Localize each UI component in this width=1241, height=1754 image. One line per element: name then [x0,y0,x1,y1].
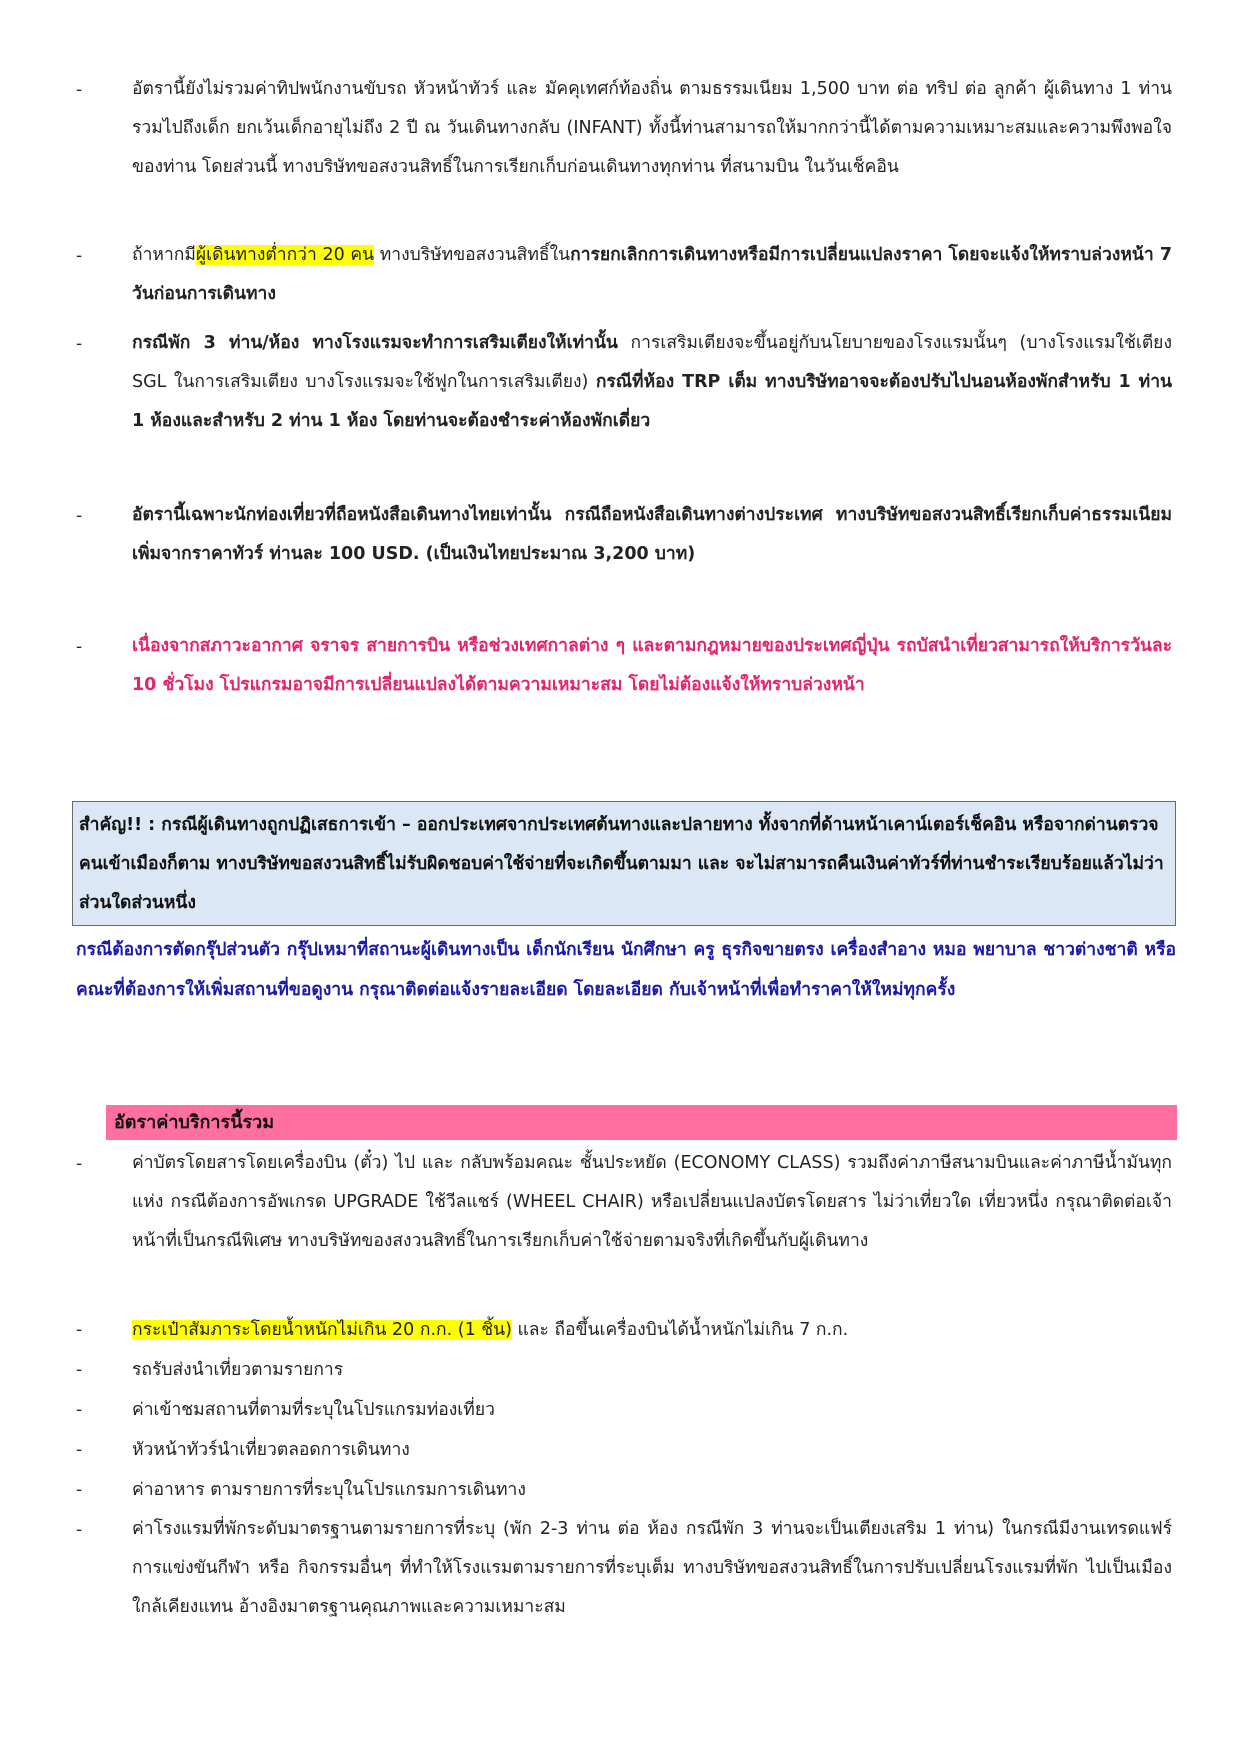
included-section-heading: อัตราค่าบริการนี้รวม [106,1105,1177,1140]
bullet-dash: - [76,1520,83,1540]
highlighted-text: ผู้เดินทางต่ำกว่า 20 คน [195,245,375,265]
min-travelers-note: ถ้าหากมีผู้เดินทางต่ำกว่า 20 คน ทางบริษัทขอสงวนสิทธิ์ในการยกเลิกการเดินทางหรือมีการเปลี่ยนแปลงราคา โดยจะแจ้งให้ทราบล่วงหน้า 7 วันก่อนการเดินทาง [132,245,1172,304]
list-item [76,236,1172,314]
bullet-dash: - [76,1440,83,1460]
bullet-dash: - [76,506,83,526]
bullet-dash: - [76,1154,83,1174]
list-item [76,1510,1172,1627]
meals-item: ค่าอาหาร ตามรายการที่ระบุในโปรแกรมการเดินทาง [132,1480,526,1500]
highlighted-text: กระเป๋าสัมภาระโดยน้ำหนักไม่เกิน 20 ก.ก. (1 ชิ้น) [132,1320,512,1340]
list-item [76,70,1172,187]
tour-leader-item: หัวหน้าทัวร์นำเที่ยวตลอดการเดินทาง [132,1440,410,1460]
bullet-dash: - [76,637,83,657]
bullet-dash: - [76,1400,83,1420]
bullet-dash: - [76,1320,83,1340]
passport-note: อัตรานี้เฉพาะนักท่องเที่ยวที่ถือหนังสือเดินทางไทยเท่านั้น กรณีถือหนังสือเดินทางต่างประเทศ ทางบริษัทขอสงวนสิทธิ์เรียกเก็บค่าธรรมเนียมเพิ่มจากราคาทัวร์ ท่านละ 100 USD. (เป็นเงินไทยประมาณ 3,200 บาท) [132,505,1172,564]
bullet-dash: - [76,80,83,100]
triple-room-note: กรณีพัก 3 ท่าน/ห้อง ทางโรงแรมจะทำการเสริมเตียงให้เท่านั้น การเสริมเตียงจะขึ้นอยู่กับนโยบายของโรงแรมนั้นๆ (บางโรงแรมใช้เตียง SGL ในการเสริมเตียง บางโรงแรมจะใช้ฟูกในการเสริมเตียง) กรณีที่ห้อง TRP เต็ม ทางบริษัทอาจจะต้องปรับไปนอนห้องพักสำหรับ 1 ท่าน 1 ห้องและสำหรับ 2 ท่าน 1 ห้อง โดยท่านจะต้องชำระค่าห้องพักเดี่ยว [132,333,1173,431]
schedule-change-note: เนื่องจากสภาวะอากาศ จราจร สายการบิน หรือช่วงเทศกาลต่าง ๆ และตามกฎหมายของประเทศญี่ปุ่น รถบัสนำเที่ยวสามารถให้บริการวันละ 10 ชั่วโมง โปรแกรมอาจมีการเปลี่ยนแปลงได้ตามความเหมาะสม โดยไม่ต้องแจ้งให้ทราบล่วงหน้า [132,636,1172,695]
tip-note: อัตรานี้ยังไม่รวมค่าทิปพนักงานขับรถ หัวหน้าทัวร์ และ มัคคุเทศก์ท้องถิ่น ตามธรรมเนียม 1,500 บาท ต่อ ทริป ต่อ ลูกค้า ผู้เดินทาง 1 ท่าน รวมไปถึงเด็ก ยกเว้นเด็กอายุไม่ถึง 2 ปี ณ วันเดินทางกลับ (INFANT) ทั้งนี้ท่านสามารถให้มากกว่านี้ได้ตามความเหมาะสมและความพึงพอใจของท่าน โดยส่วนนี้ ทางบริษัทขอสงวนสิทธิ์ในการเรียกเก็บก่อนเดินทางทุกท่าน ที่สนามบิน ในวันเช็คอิน [132,79,1172,177]
list-item [76,1310,1172,1350]
list-item [76,1350,1172,1390]
bullet-dash: - [76,246,83,266]
list-item [76,496,1172,574]
bullet-dash: - [76,1360,83,1380]
bullet-dash: - [76,1480,83,1500]
list-item [76,627,1172,705]
bullet-dash: - [76,334,83,354]
hotel-item: ค่าโรงแรมที่พักระดับมาตรฐานตามรายการที่ระบุ (พัก 2-3 ท่าน ต่อ ห้อง กรณีพัก 3 ท่านจะเป็นเตียงเสริม 1 ท่าน) ในกรณีมีงานเทรดแฟร์ การแข่งขันกีฬา หรือ กิจกรรมอื่นๆ ที่ทำให้โรงแรมตามรายการที่ระบุเต็ม ทางบริษัทขอสงวนสิทธิ์ในการปรับเปลี่ยนโรงแรมที่พัก ไปเป็นเมืองใกล้เคียงแทน อ้างอิงมาตรฐานคุณภาพและความเหมาะสม [132,1519,1172,1617]
important-notice-box: สำคัญ!! : กรณีผู้เดินทางถูกปฏิเสธการเข้า – ออกประเทศจากประเทศต้นทางและปลายทาง ทั้งจากที่ด้านหน้าเคาน์เตอร์เช็คอิน หรือจากด่านตรวจคนเข้าเมืองก็ตาม ทางบริษัทขอสงวนสิทธิ์ไม่รับผิดชอบค่าใช้จ่ายที่จะเกิดขึ้นตามมา และ จะไม่สามารถคืนเงินค่าทัวร์ที่ท่านชำระเรียบร้อยแล้วไม่ว่าส่วนใดส่วนหนึ่ง [72,801,1176,926]
list-item [76,1144,1172,1261]
list-item [76,1470,1172,1510]
air-ticket-item: ค่าบัตรโดยสารโดยเครื่องบิน (ตั๋ว) ไป และ กลับพร้อมคณะ ชั้นประหยัด (ECONOMY CLASS) รวมถึงค่าภาษีสนามบินและค่าภาษีน้ำมันทุกแห่ง กรณีต้องการอัพเกรด UPGRADE ใช้วีลแชร์ (WHEEL CHAIR) หรือเปลี่ยนแปลงบัตรโดยสาร ไม่ว่าเที่ยวใด เที่ยวหนึ่ง กรุณาติดต่อเจ้าหน้าที่เป็นกรณีพิเศษ ทางบริษัทของสงวนสิทธิ์ในการเรียกเก็บค่าใช้จ่ายตามจริงที่เกิดขึ้นกับผู้เดินทาง [132,1153,1172,1251]
private-group-note: กรณีต้องการตัดกรุ๊ปส่วนตัว กรุ๊ปเหมาที่สถานะผู้เดินทางเป็น เด็กนักเรียน นักศึกษา ครู ธุรกิจขายตรง เครื่องสำอาง หมอ พยาบาล ชาวต่างชาติ หรือคณะที่ต้องการให้เพิ่มสถานที่ขอดูงาน กรุณาติดต่อแจ้งรายละเอียด โดยละเอียด กับเจ้าหน้าที่เพื่อทำราคาให้ใหม่ทุกครั้ง [76,940,1176,1000]
list-item [76,1390,1172,1430]
baggage-item: กระเป๋าสัมภาระโดยน้ำหนักไม่เกิน 20 ก.ก. (1 ชิ้น) และ ถือขึ้นเครื่องบินได้น้ำหนักไม่เกิน 7 ก.ก. [132,1320,849,1340]
list-item [76,1430,1172,1470]
transport-item: รถรับส่งนำเที่ยวตามรายการ [132,1360,344,1380]
admission-item: ค่าเข้าชมสถานที่ตามที่ระบุในโปรแกรมท่องเที่ยว [132,1400,495,1420]
list-item [76,324,1172,441]
